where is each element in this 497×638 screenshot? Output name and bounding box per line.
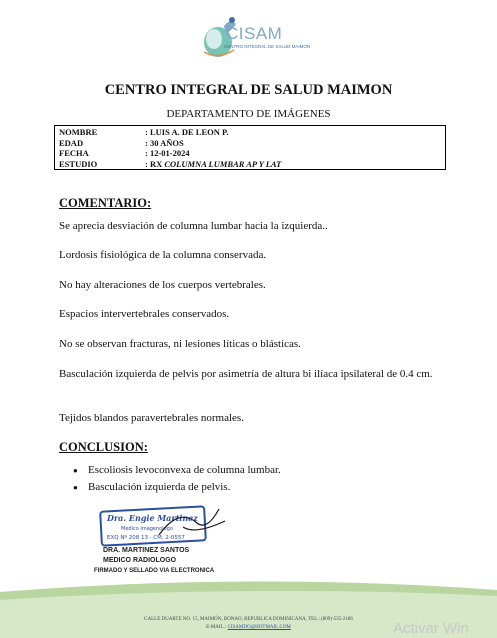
report-title: CENTRO INTEGRAL DE SALUD MAIMON	[104, 82, 393, 98]
comentario-paragraph: Basculación izquierda de pelvis por asimetría de altura bi ilíaca ipsilateral de 0.4 cm.	[59, 368, 433, 380]
doctor-stamp	[99, 505, 231, 547]
comentario-paragraph: No hay alteraciones de los cuerpos vertebrales.	[59, 279, 266, 291]
nombre-value: : LUIS A. DE LEON P.	[145, 127, 229, 137]
signer-name: DRA. MARTINEZ SANTOS	[103, 547, 190, 554]
activation-watermark: Activar Win	[393, 620, 469, 637]
edad-value: : 30 AÑOS	[145, 137, 184, 148]
stamp-role: Medico Imagenologo	[121, 526, 173, 532]
estudio-prefix: : RX	[145, 158, 165, 169]
conclusion-heading: CONCLUSION:	[59, 440, 148, 454]
estudio-value: COLUMNA LUMBAR AP Y LAT	[164, 158, 282, 169]
footer-email-label: E-MAIL.:	[206, 625, 228, 630]
fecha-row	[59, 148, 441, 159]
comentario-paragraph: Se aprecia desviación de columna lumbar hacia la izquierda..	[59, 220, 328, 232]
footer-email-link[interactable]: CISAMDO@HOTMAIL.COM	[227, 625, 291, 630]
signature-note: FIRMADO Y SELLADO VIA ELECTRONICA	[94, 568, 215, 574]
estudio-row	[59, 159, 441, 170]
nombre-row	[59, 127, 441, 138]
signer-role: MEDICO RADIOLOGO	[103, 557, 177, 564]
logo-text: CISAM	[226, 24, 283, 43]
department-label: DEPARTAMENTO DE IMÁGENES	[166, 108, 331, 120]
stamp-name: Dra. Engie Martinez	[107, 513, 198, 523]
estudio-value-wrap	[145, 159, 441, 170]
comentario-paragraph: No se observan fracturas, ni lesiones líticas o blásticas.	[59, 338, 301, 350]
comentario-heading: COMENTARIO:	[59, 196, 152, 210]
list-item: ● Escoliosis levoconvexa de columna lumbar.	[59, 462, 281, 479]
comentario-paragraph: Espacios intervertebrales conservados.	[59, 308, 230, 320]
conclusion-list	[59, 462, 281, 496]
edad-label: EDAD	[59, 137, 84, 148]
fecha-label: FECHA	[59, 148, 89, 158]
nombre-label: NOMBRE	[59, 127, 98, 137]
logo-subtitle: CENTRO INTEGRAL DE SALUD MAIMON	[224, 44, 311, 49]
stamp-exq: EXQ Nº 208 13 · CM. 2-0557	[107, 535, 185, 541]
estudio-label: ESTUDIO	[59, 158, 98, 169]
comentario-paragraph: Lordosis fisiológica de la columna conservada.	[59, 249, 267, 261]
edad-row	[59, 138, 441, 149]
list-item: ● Basculación izquierda de pelvis.	[59, 479, 281, 496]
footer-address: CALLE DUARTE NO. 15, MAIMÓN, BONAO, REPUBLICA DOMINICANA, TEL.: (809)-535-2186	[144, 617, 353, 622]
fecha-value: : 12-01-2024	[145, 148, 190, 158]
patient-info-box	[54, 125, 446, 170]
comentario-paragraph: Tejidos blandos paravertebrales normales.	[59, 412, 244, 424]
